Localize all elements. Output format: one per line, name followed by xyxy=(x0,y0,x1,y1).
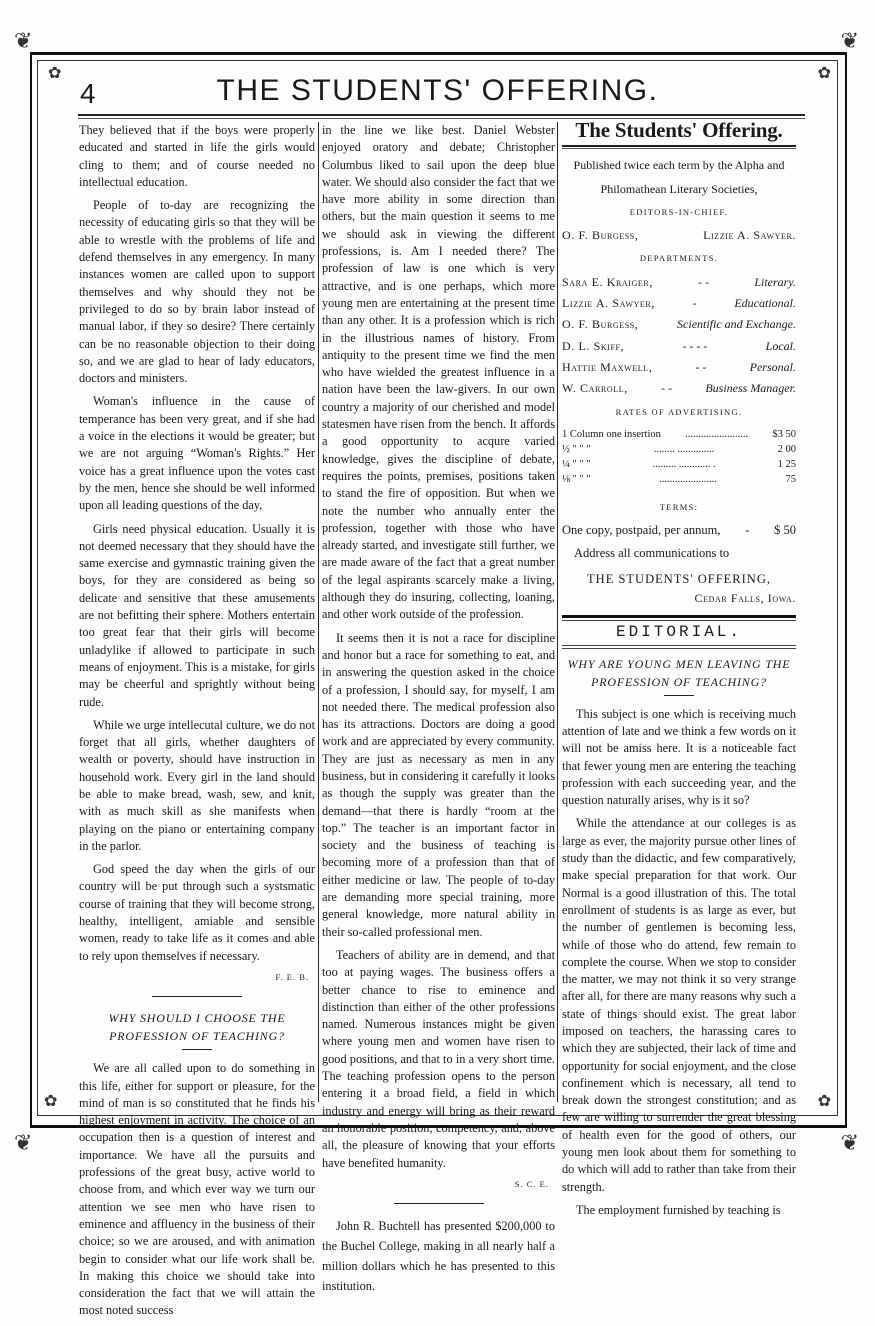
staff-name: O. F. Burgess, xyxy=(562,317,639,332)
floral-ornament-icon: ❦ xyxy=(14,28,33,53)
department-row xyxy=(562,380,796,397)
section-divider xyxy=(394,1203,484,1204)
terms-heading: TERMS: xyxy=(659,501,699,512)
paragraph: While we urge intellecutal culture, we do not forget that all girls, whether daughters of wealth or poverty, should have instruction in household work. Every girl in the land should be able to make bread, wash, sew, and knit, with as much skill as she manifests when playing on the piano or entertaining company in the parlor. xyxy=(79,717,315,853)
rate-price: 1 25 xyxy=(777,458,796,470)
terms-line: One copy, postpaid, per annum, xyxy=(562,523,721,538)
department-row xyxy=(562,359,796,376)
paragraph: Teachers of ability are in demend, and that too at paying wages. The business offers a better chance to rise to eminence and distinction than either of the other professions named. Numerous instances might be given where young men and women have risen to good positions, and that to in a very short time. The teaching profession opens to the person entering it a broad field, a field in which industry and energy will bring as their reward an honorable position, competency, and, above all, the pleasure of knowing that your efforts have benefited humanity. xyxy=(322,947,555,1170)
author-signature: F. E. B. xyxy=(275,971,309,982)
editorial-heading: EDITORIAL. xyxy=(615,623,742,642)
rate-leader: ........ .............. xyxy=(653,443,715,455)
paragraph: Girls need physical education. Usually it is not deemed necessary that they should have the same exercise and gymnastic training given the boys, for they are considered as being so delicate and sensitive that these amusements are not befitting their sphere. Mothers entertain too great fear that their girls will become unladylike if allowed to participate in such means of enjoyment. This is a mistake, for girls may be cheerful and sprightly without being rude. xyxy=(79,521,315,709)
rate-row xyxy=(562,472,796,487)
editorial-rule xyxy=(562,645,796,649)
rate-leader: ......... ............ . xyxy=(652,458,716,470)
rate-label: ¼ " " " xyxy=(562,458,591,470)
published-line-2: Philomathean Literary Societies, xyxy=(600,181,758,196)
rate-label: ⅛ " " " xyxy=(562,473,591,485)
department-name: Educational. xyxy=(734,296,796,311)
department-row xyxy=(562,316,796,333)
rates-table xyxy=(562,427,796,487)
header-rule xyxy=(78,114,805,116)
article-title: WHY SHOULD I CHOOSE THE PROFESSION OF TEACHING? xyxy=(108,1011,286,1044)
department-row xyxy=(562,295,796,312)
staff-name: Lizzie A. Sawyer, xyxy=(562,296,655,311)
department-row xyxy=(562,338,796,355)
staff-name: Sara E. Kraiger, xyxy=(562,274,653,289)
title-divider xyxy=(664,695,694,696)
paragraph: in the line we like best. Daniel Webster enjoyed oratory and debate; Christopher Columbus liked to sail upon the deep blue water. We should also consider the fact that we have more ability in some direction than others, but the main question it seems to me we should ask in viewing the different professions, is. Am I needed there? The profession of law is one which is very attractive, and is one perhaps, which more young men are entertaining at the present time than any other. It is a profession which is rich in the illustrious names of history. From antiquity to the present time we find the men who have wielded the greatest influence in a nation have been the law-givers. In our own country a majority of our cherished and model statesmen have risen from the bench. It affords a good opportunity to acqure varied knowledge, gives the discipline of debate, requires the points, premises, positions taken to stand the fire of opposition. But when we note the number who annually enter the profession, together with those who have already started, and investigate still further, we are made aware of the fact that a great number of the legal aspirants scarcely make a living, although they do insuring, collecting, loaning, and other work outside of the profession. xyxy=(322,123,555,622)
page-number: 4 xyxy=(80,78,96,109)
staff-name: W. Carroll, xyxy=(562,381,628,396)
dash-leader: - - xyxy=(661,381,673,396)
address-name: THE STUDENTS' OFFERING, xyxy=(587,571,771,586)
staff-name: D. L. Skiff, xyxy=(562,338,625,353)
author-signature: S. C. E. xyxy=(514,1178,549,1189)
editor-name: Lizzie A. Sawyer. xyxy=(703,228,796,243)
article-title: WHY ARE YOUNG MEN LEAVING THE PROFESSION OF TEACHING? xyxy=(567,656,791,689)
department-name: Scientific and Exchange. xyxy=(677,317,796,332)
paragraph: It seems then it is not a race for discipline and honor but a race for something to eat, and in answering the question asked in the choice of a profession, I should say, for myself, I am not needed there. The medical profession also has its attractions. Doctors are doing a good work and are appreciated by every community. They are just as necessary as men in any business, but in considering it carefully it looks as though the supply was greater than the demand—that there is hardly “room at the top.” The teacher is an important factor in society and the business of teaching is becoming more of a profession than that of either medicine or law. The people of to-day are demanding more special training, more general knowledge, more natural ability in their so-called professional men. xyxy=(322,630,555,939)
department-row xyxy=(562,274,796,291)
title-rule xyxy=(562,145,796,149)
paragraph: God speed the day when the girls of our country will be put through such a systsmatic course of training that they will become strong, healthy, intelligent, amiable and sensible women, ready to take life as it comes and able to rely upon themselves if necessary. xyxy=(79,862,315,963)
floral-ornament-icon: ❦ xyxy=(840,28,859,53)
rate-label: ½ " " " xyxy=(562,443,591,455)
editorial-rule xyxy=(562,615,796,621)
column-3 xyxy=(562,118,796,1225)
rate-label: 1 Column one insertion xyxy=(562,428,661,440)
floral-ornament-icon: ❦ xyxy=(14,1130,33,1155)
floral-ornament-icon: ✿ xyxy=(48,65,62,82)
column-divider xyxy=(318,122,319,1102)
dash-leader: - - xyxy=(695,359,707,374)
address-line: Address all communications to xyxy=(574,546,730,561)
rate-row xyxy=(562,427,796,442)
department-name: Local. xyxy=(765,338,796,353)
paragraph: People of to-day are recognizing the necessity of educating girls so that they will be able to wrestle with the problems of life and defend themselves in any emergency. In many instances women are called upon to support themselves and why should they not be privileged to do so by brain labor instead of manual labor, if they so desire? There certainly can be no reasonable objection to their doing so, and we are glad to hear of lady educators, doctors and ministers. xyxy=(79,198,315,386)
paragraph: This subject is one which is receiving much attention of late and we think a few words on it will not be amiss here. It is a noticeable fact that fewer young men are entering the teaching profession with each succeeding year, and the question naturally arises, why is it so? xyxy=(562,706,796,808)
dash-leader: - xyxy=(692,296,697,311)
departments-heading: DEPARTMENTS. xyxy=(639,253,719,264)
paragraph: They believed that if the boys were properly educated and started in life the girls would cling to them; and of course needed no intellectual education. xyxy=(79,123,315,189)
department-name: Literary. xyxy=(754,274,796,289)
editor-name: O. F. Burgess, xyxy=(562,228,639,243)
publication-title: The Students' Offering. xyxy=(575,118,783,142)
rate-price: $3 50 xyxy=(772,428,796,440)
rate-row xyxy=(562,457,796,472)
terms-price: $ 50 xyxy=(774,523,796,538)
paragraph: The employment furnished by teaching is xyxy=(576,1202,781,1217)
column-1 xyxy=(79,122,315,1326)
dash-leader: - - - - xyxy=(682,338,708,353)
news-note: John R. Buchtell has presented $200,000 to the Buchel College, making in all nearly half a million dollars which he has presented to this institution. xyxy=(322,1219,555,1294)
paragraph: While the attendance at our colleges is as large as ever, the majority pursue other lines of study than the didactic, and few comparatively, make special preparation for that work. Our Normal is a good illustration of this. The total enrollment of students is as large as ever, but the number of gentlemen is becoming less, while of those who do attend, few remain to complete the course. When we stop to consider the matter, we may not think it so very strange after all, for there are many reasons why such a state of things should exist. The great labor imposed on teachers, the harassing cares to which they are subjected, their lack of time and opportunity for social enjoyment, and the close confinement which is necessary, all tend to break down the strongest constitution; and as few are willing to surrender the great blessing of health even for the good of others, our young men look about them for something to do which will add to rather than take from their strength. xyxy=(562,816,796,1194)
column-2 xyxy=(322,122,555,1302)
editors-row xyxy=(562,227,796,244)
department-name: Personal. xyxy=(749,359,796,374)
rate-leader: ...................... xyxy=(659,473,717,485)
published-line: Published twice each term by the Alpha and xyxy=(573,158,785,173)
department-name: Business Manager. xyxy=(705,381,796,396)
rates-heading: RATES OF ADVERTISING. xyxy=(615,406,743,417)
editors-heading: EDITORS-IN-CHIEF. xyxy=(629,206,729,217)
column-divider xyxy=(557,122,558,1102)
dash-leader: - xyxy=(745,523,750,538)
rate-price: 2 00 xyxy=(777,443,796,455)
terms-row xyxy=(562,522,796,539)
paragraph: Woman's influence in the cause of temperance has been very great, and if she had a voice in the elections it would be greater; but we are not arguing “Woman's Rights.” Her voice has a great influence upon the votes cast by the men, hence she should be well informed upon all leading questions of the day, xyxy=(79,394,315,513)
section-divider xyxy=(152,996,242,997)
floral-ornament-icon: ✿ xyxy=(817,1093,831,1110)
masthead-title: THE STUDENTS' OFFERING. xyxy=(216,74,659,107)
staff-name: Hattie Maxwell, xyxy=(562,359,653,374)
floral-ornament-icon: ✿ xyxy=(817,65,831,82)
rate-price: 75 xyxy=(785,473,796,485)
floral-ornament-icon: ✿ xyxy=(44,1093,58,1110)
floral-ornament-icon: ❦ xyxy=(840,1130,859,1155)
rate-row xyxy=(562,442,796,457)
paragraph: We are all called upon to do something in this life, either for support or pleasure, for the mind of man is so constituted that he finds his highest enjoyment in activity. The choice of an occupation then is a question of interest and importance. We have all the pursuits and professions of the great busy, active world to choose from, and which ever way we turn our attention we see men who have risen to eminence and affluency in the business of their choice; so we are aroused, and with animation begin to consider what our life work shall be. In making this choice we should take into consideration the fact that we will attain the most noted success xyxy=(79,1061,315,1318)
address-city: Cedar Falls, Iowa. xyxy=(694,591,796,606)
title-divider xyxy=(182,1049,212,1050)
rate-leader: ........................ xyxy=(685,428,749,440)
dash-leader: - - xyxy=(698,274,710,289)
